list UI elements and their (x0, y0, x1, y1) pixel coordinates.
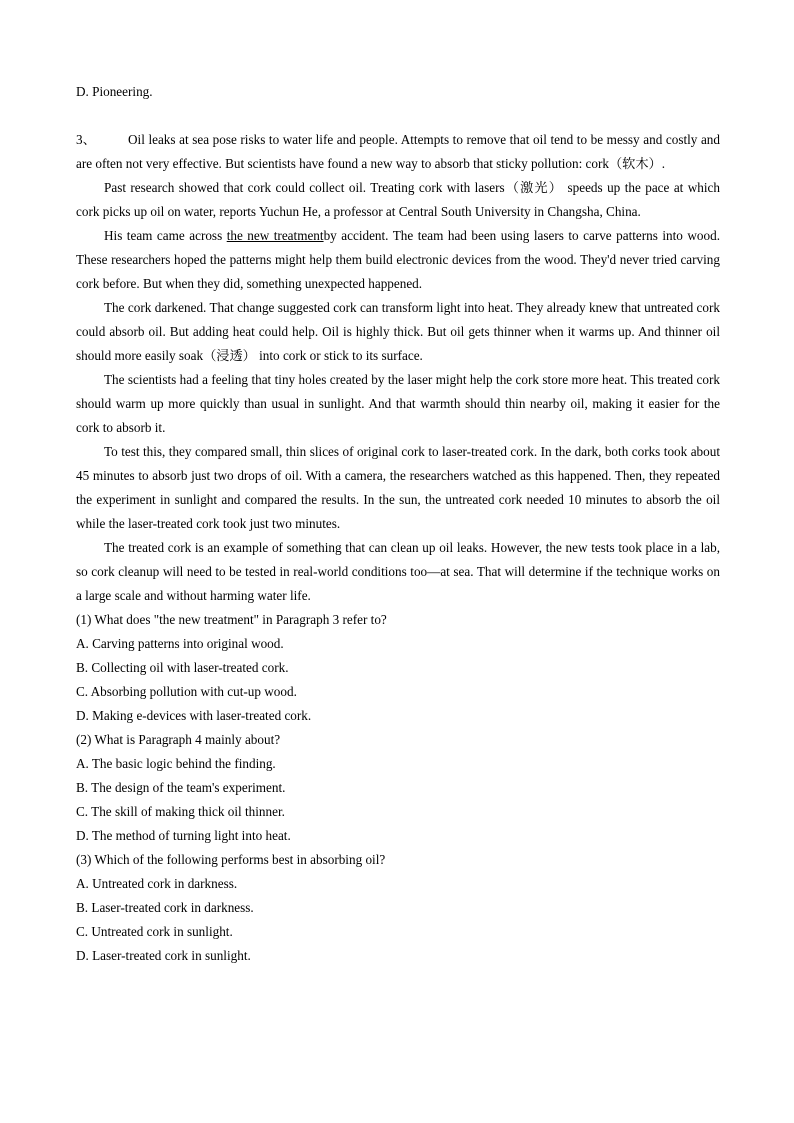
previous-option-d: D. Pioneering. (76, 84, 153, 99)
question-stem: (3) Which of the following performs best in absorbing oil? (76, 852, 386, 867)
passage-intro-text: Oil leaks at sea pose risks to water life and people. Attempts to remove that oil tend to be messy and costly and are often not very effective. But scientists have found a new way to absorb that sticky pollution: cork（软木）. (76, 132, 720, 171)
passage-paragraph-6: To test this, they compared small, thin slices of original cork to laser-treated cork. In the dark, both corks took about 45 minutes to absorb just two drops of oil. With a camera, the researchers watched as this happened. Then, they repeated the experiment in sunlight and compared the results. In the sun, the untreated cork needed 10 minutes to absorb the oil while the laser-treated cork took just two minutes. (76, 444, 720, 531)
option-b: B. Laser-treated cork in darkness. (76, 900, 254, 915)
question-3-passage (76, 128, 720, 608)
option-a: A. Carving patterns into original wood. (76, 636, 284, 651)
passage-paragraph-4: The cork darkened. That change suggested cork can transform light into heat. They already knew that untreated cork could absorb oil. But adding heat could help. Oil is highly thick. But oil gets thinner when it warms up. And thinner oil should more easily soak（浸透） into cork or stick to its surface. (76, 300, 720, 363)
option-d: D. Laser-treated cork in sunlight. (76, 948, 251, 963)
option-d: D. Making e-devices with laser-treated cork. (76, 708, 312, 723)
question-number: 3、 (76, 132, 96, 147)
paragraph-3-start: His team came across (104, 228, 227, 243)
passage-paragraph-7: The treated cork is an example of something that can clean up oil leaks. However, the new tests took place in a lab, so cork cleanup will need to be tested in real-world conditions too—at sea. That will determine if the technique works on a large scale and without harming water life. (76, 540, 720, 603)
passage-intro (76, 128, 720, 176)
passage-paragraph-5: The scientists had a feeling that tiny holes created by the laser might help the cork store more heat. This treated cork should warm up more quickly than usual in sunlight. And that warmth should thin nearby oil, making it easier for the cork to absorb it. (76, 372, 720, 435)
option-c: C. Absorbing pollution with cut-up wood. (76, 684, 297, 699)
option-b: B. Collecting oil with laser-treated cork. (76, 660, 289, 675)
paragraph-3-rest: by accident. The team had been using lasers to carve patterns into wood. These researchers hoped the patterns might help them build electronic devices from the wood. They'd never tried carving cork before. But when they did, something unexpected happened. (76, 228, 720, 291)
sub-question-3 (76, 848, 720, 968)
question-stem: (1) What does "the new treatment" in Paragraph 3 refer to? (76, 612, 387, 627)
passage-paragraph-3 (76, 224, 720, 296)
question-stem: (2) What is Paragraph 4 mainly about? (76, 732, 281, 747)
option-c: C. The skill of making thick oil thinner. (76, 804, 285, 819)
passage-paragraph-2: Past research showed that cork could collect oil. Treating cork with lasers（激光） speeds up the pace at which cork picks up oil on water, reports Yuchun He, a professor at Central South University in Changsha, China. (76, 180, 720, 219)
option-a: A. The basic logic behind the finding. (76, 756, 276, 771)
option-c: C. Untreated cork in sunlight. (76, 924, 233, 939)
option-b: B. The design of the team's experiment. (76, 780, 286, 795)
option-a: A. Untreated cork in darkness. (76, 876, 238, 891)
underlined-phrase: the new treatment (226, 228, 324, 243)
sub-question-2 (76, 728, 720, 848)
document-page (76, 80, 720, 968)
sub-question-1 (76, 608, 720, 728)
option-d: D. The method of turning light into heat. (76, 828, 291, 843)
